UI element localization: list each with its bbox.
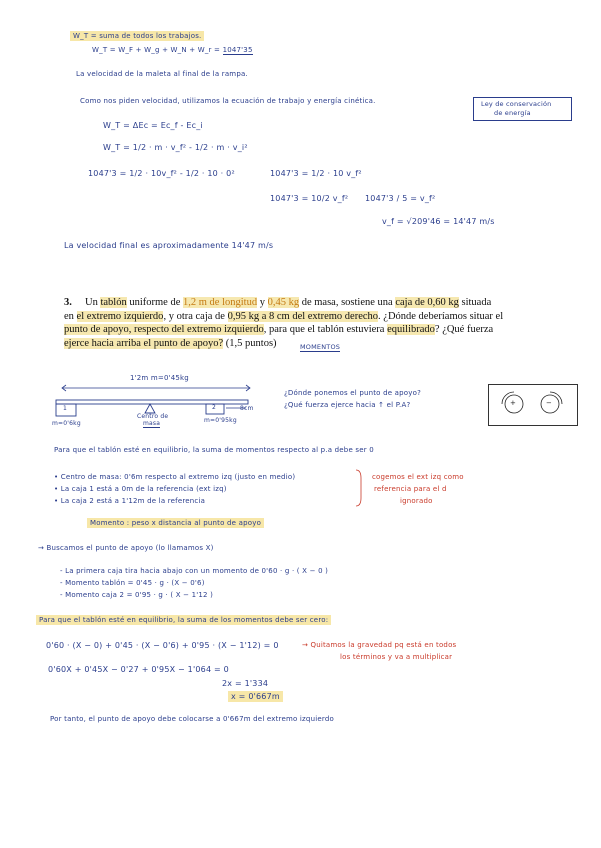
eq-kinetic: W_T = 1/2 · m · v_f² - 1/2 · m · v_i² [103,143,248,152]
side-bracket [354,468,364,508]
pivot-triangle [145,404,155,413]
mass-1-label: m=0'6kg [52,420,81,427]
length-mass-label: 1'2m m=0'45kg [130,374,189,382]
eq-vf-squared: 1047'3 / 5 = v_f² [365,194,436,203]
box-note-line1: Ley de conservación [481,100,552,108]
mass-2-label: m=0'95kg [204,417,237,424]
red-note-1: → Quitamos la gravedad pq está en todos [302,641,457,649]
side-note-2: referencia para el d [374,485,447,493]
equation-moments: 0'60 · (X − 0) + 0'45 · (X − 0'6) + 0'95 · (X − 1'12) = 0 [46,641,279,650]
eq-simplified: 1047'3 = 1/2 · 10 v_f² [270,169,362,178]
plank [56,400,248,404]
final-velocity-text: La velocidad final es aproximadamente 14'47 m/s [64,241,274,250]
red-note-2: los términos y va a multiplicar [340,653,453,661]
distance-8cm-label: 8cm [240,405,254,412]
search-pivot-text: → Buscamos el punto de apoyo (lo llamamos X) [38,544,214,552]
moment-box-1: - La primera caja tira hacia abajo con un momento de 0'60 · g · ( X − 0 ) [60,567,329,575]
box-1-label: 1 [63,405,68,412]
rotation-minus: − [546,399,553,407]
sum-moments-text: Para que el tablón esté en equilibrio, la suma de los momentos debe ser cero: [36,617,331,624]
equilibrium-condition: Para que el tablón esté en equilibrio, la suma de momentos respecto al p.a debe ser 0 [54,446,374,454]
moment-box-2: - Momento caja 2 = 0'95 · g · ( X − 1'12 ) [60,591,214,599]
box-note-line2: de energía [494,109,531,117]
velocity-text: La velocidad de la maleta al final de la rampa. [76,70,248,78]
center-mass-label-2: masa [143,420,161,427]
bullet-box-1: • La caja 1 está a 0m de la referencia (ext izq) [54,485,227,493]
moment-plank: - Momento tablón = 0'45 · g · (X − 0'6) [60,579,205,587]
problem-number: 3. [64,297,72,308]
wt-value: 1047'35 [222,46,253,54]
center-mass-label-1: Centro de [137,413,169,420]
side-note-1: cogemos el ext izq como [372,473,464,481]
question-pivot: ¿Dónde ponemos el punto de apoyo? [284,389,422,397]
conclusion-text: Por tanto, el punto de apoyo debe colocarse a 0'667m del extremo izquierdo [50,715,334,723]
eq-substitution: 1047'3 = 1/2 · 10v_f² - 1/2 · 10 · 0² [88,169,235,178]
box-2-label: 2 [212,404,217,411]
rotation-icons [492,387,574,421]
equation-x-result: x = 0'667m [228,693,283,701]
rotation-plus: + [510,399,517,407]
equation-2x: 2x = 1'334 [222,679,269,688]
eq-work-energy: W_T = ΔEc = Ec_f - Ec_i [103,121,203,130]
eq-divide: 1047'3 = 10/2 v_f² [270,194,349,203]
wt-definition: W_T = suma de todos los trabajos. [70,33,204,40]
problem-3-statement: 3. Un tablón uniforme de 1,2 m de longitud y 0,45 kg de masa, sostiene una caja de 0,60 kg situada en el extremo izquierdo, y otra caja de 0,95 kg a 8 cm del extremo derecho. ¿Dónde deberíamos situar el punto de apoyo, respecto del extremo izquierdo, para que el tablón estuviera equilibrado? ¿Qué fuerza ejerce hacia arriba el punto de apoyo? (1,5 puntos) [64,297,504,349]
momento-definition: Momento : peso x distancia al punto de apoyo [87,520,264,527]
momentos-tag: MOMENTOS [300,343,341,351]
side-note-3: ignorado [400,497,433,505]
method-text: Como nos piden velocidad, utilizamos la ecuación de trabajo y energía cinética. [80,97,376,105]
bullet-box-2: • La caja 2 está a 1'12m de la referencia [54,497,206,505]
equation-expanded: 0'60X + 0'45X − 0'27 + 0'95X − 1'064 = 0 [48,665,229,674]
wt-sum: W_T = W_F + W_g + W_N + W_r = 1047'35 [92,46,253,54]
eq-vf-result: v_f = √209'46 = 14'47 m/s [382,217,495,226]
bullet-center-mass: • Centro de masa: 0'6m respecto al extremo izq (justo en medio) [54,473,296,481]
question-force: ¿Qué fuerza ejerce hacia ↑ el P.A? [284,401,411,409]
